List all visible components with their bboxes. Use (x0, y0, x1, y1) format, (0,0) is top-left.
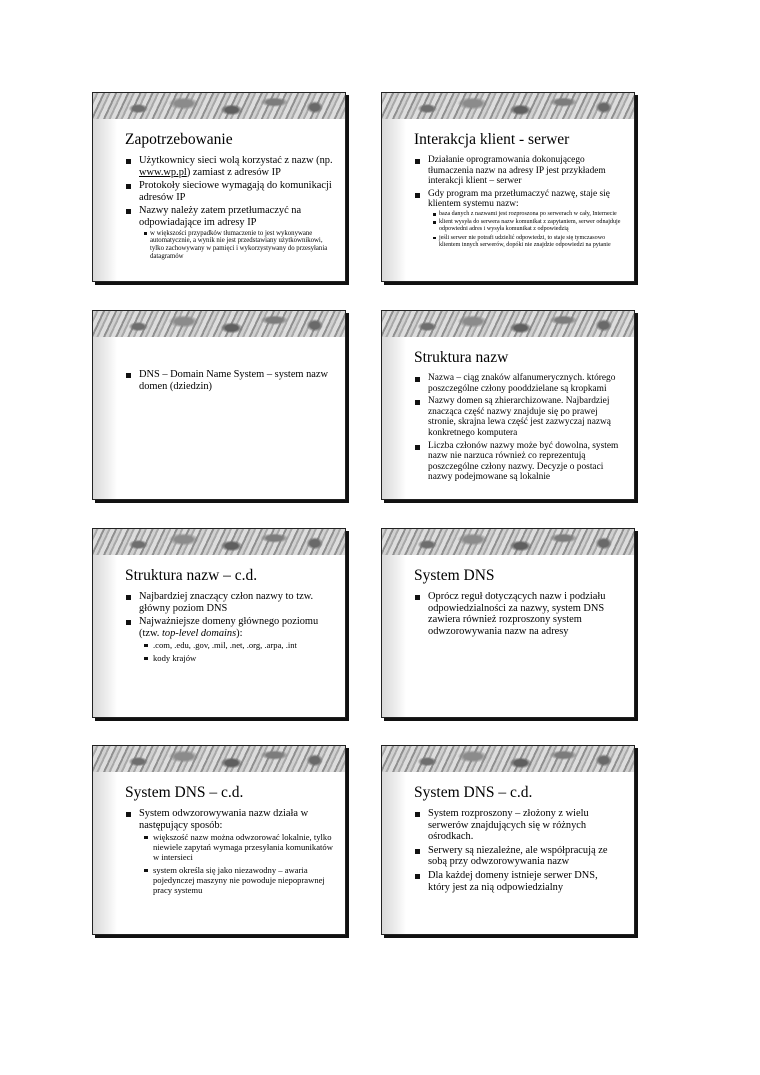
slide-title: Struktura nazw – c.d. (125, 567, 258, 584)
slide-banner (382, 93, 634, 119)
slide-dns-definition (92, 310, 346, 500)
bullet: Oprócz reguł dotyczących nazw i podziału odpowiedzialności za nazwy, system DNS zawiera również rozproszony system odwzorowywania nazw na adresy (414, 591, 622, 637)
slide-title: System DNS – c.d. (125, 784, 244, 801)
sub-bullet: baza danych z nazwami jest rozproszona po serwerach w cały, Internecie (432, 211, 622, 218)
bullet: Serwery są niezależne, ale współpracują ze sobą przy odwzorowywania nazw (414, 845, 622, 868)
slide-banner (382, 746, 634, 772)
sub-bullet: system określa się jako niezawodny – awaria pojedynczej maszyny nie powoduje niepoprawnej pracy systemu (143, 865, 333, 895)
slide-system-dns (381, 528, 635, 718)
slide-banner (93, 529, 345, 555)
slide-left-strip (93, 119, 117, 281)
slide-left-strip (93, 337, 117, 499)
bullet: Nazwa – ciąg znaków alfanumerycznych. którego poszczególne człony pooddzielane są kropkami (414, 373, 622, 394)
sub-bullet: kody krajów (143, 653, 333, 663)
bullet: Liczba członów nazwy może być dowolna, system nazw nie narzuca również co reprezentują poszczególne człony nazwy. Decyzje o postaci nazwy podejmowane są lokalnie (414, 441, 622, 483)
slide-banner (93, 311, 345, 337)
bullet: DNS – Domain Name System – system nazw domen (dziedzin) (125, 369, 333, 392)
bullet: Dla każdej domeny istnieje serwer DNS, który jest za nią odpowiedzialny (414, 870, 622, 893)
bullet: Najbardziej znaczący człon nazwy to tzw. główny poziom DNS (125, 591, 333, 614)
bullet: Nazwy domen są zhierarchizowane. Najbardziej znacząca część nazwy znajduje się po prawej stronie, skrajna lewa część jest zazwyczaj nazwą konkretnego komputera (414, 396, 622, 438)
bullet: Gdy program ma przetłumaczyć nazwę, staje się klientem systemu nazw: baza danych z nazwami jest rozproszona po serwerach w cały, Internecie klient wysyła do serwera nazw komunikat z zapytaniem, serwer odnajduje odpowiedni adres i wysyła komunikat z odpowiedzią jeśli serwer nie potrafi udzielić odpowiedzi, to staje się tymczasowo klientem innych serwerów, dopóki nie znajdzie odpowiedzi na pytanie (414, 189, 622, 249)
slide-left-strip (382, 772, 406, 934)
slide-struktura-nazw (381, 310, 635, 500)
slide-system-dns-cd-2 (381, 745, 635, 935)
slide-left-strip (382, 119, 406, 281)
slide-banner (93, 93, 345, 119)
bullet: Najważniejsze domeny głównego poziomu (tzw. top-level domains): .com, .edu, .gov, .mil, .net, .org, .arpa, .int kody krajów (125, 616, 333, 663)
sub-bullet: większość nazw można odwzorować lokalnie, tylko niewiele zapytań wymaga przesyłania komunikatów w intersieci (143, 832, 333, 862)
slide-zapotrzebowanie (92, 92, 346, 282)
sub-bullet: jeśli serwer nie potrafi udzielić odpowiedzi, to staje się tymczasowo klientem innych serwerów, dopóki nie znajdzie odpowiedzi na pytanie (432, 235, 622, 249)
slide-banner (382, 311, 634, 337)
slide-title: System DNS (414, 567, 495, 584)
slide-title: Zapotrzebowanie (125, 131, 233, 148)
slide-system-dns-cd-1 (92, 745, 346, 935)
bullet: System odwzorowywania nazw działa w następujący sposób: większość nazw można odwzorować lokalnie, tylko niewiele zapytań wymaga przesyłania komunikatów w intersieci system określa się jako niezawodny – awaria pojedynczej maszyny nie powoduje niepoprawnej pracy systemu (125, 808, 333, 895)
slide-left-strip (93, 772, 117, 934)
slide-title: Struktura nazw (414, 349, 509, 366)
slide-interakcja (381, 92, 635, 282)
slide-struktura-nazw-cd (92, 528, 346, 718)
bullet: Działanie oprogramowania dokonującego tłumaczenia nazw na adresy IP jest przykładem interakcji klient – serwer (414, 155, 622, 187)
sub-bullet: klient wysyła do serwera nazw komunikat z zapytaniem, serwer odnajduje odpowiedni adres i wysyła komunikat z odpowiedzią (432, 219, 622, 233)
bullet: System rozproszony – złożony z wielu serwerów znajdujących się w różnych ośrodkach. (414, 808, 622, 843)
slide-banner (93, 746, 345, 772)
slide-title: Interakcja klient - serwer (414, 131, 570, 148)
sub-bullet: .com, .edu, .gov, .mil, .net, .org, .arpa, .int (143, 640, 333, 650)
slide-left-strip (382, 337, 406, 499)
link-wp[interactable]: www.wp.pl (139, 166, 187, 178)
slide-left-strip (93, 555, 117, 717)
bullet: Protokoły sieciowe wymagają do komunikacji adresów IP (125, 180, 333, 203)
slide-title: System DNS – c.d. (414, 784, 533, 801)
slide-banner (382, 529, 634, 555)
sub-bullet: w większości przypadków tłumaczenie to jest wykonywane automatycznie, a wynik nie jest przedstawiany użytkownikowi, tylko zachowywany w pamięci i wykorzystywany do przesyłania datagramów (143, 230, 333, 261)
bullet: Nazwy należy zatem przetłumaczyć na odpowiadające im adresy IP w większości przypadków tłumaczenie to jest wykonywane automatycznie, a wynik nie jest przedstawiany użytkownikowi, tylko zachowywany w pamięci i wykorzystywany do przesyłania datagramów (125, 205, 333, 260)
bullet: Użytkownicy sieci wolą korzystać z nazw (np. www.wp.pl) zamiast z adresów IP (125, 155, 333, 178)
slide-left-strip (382, 555, 406, 717)
